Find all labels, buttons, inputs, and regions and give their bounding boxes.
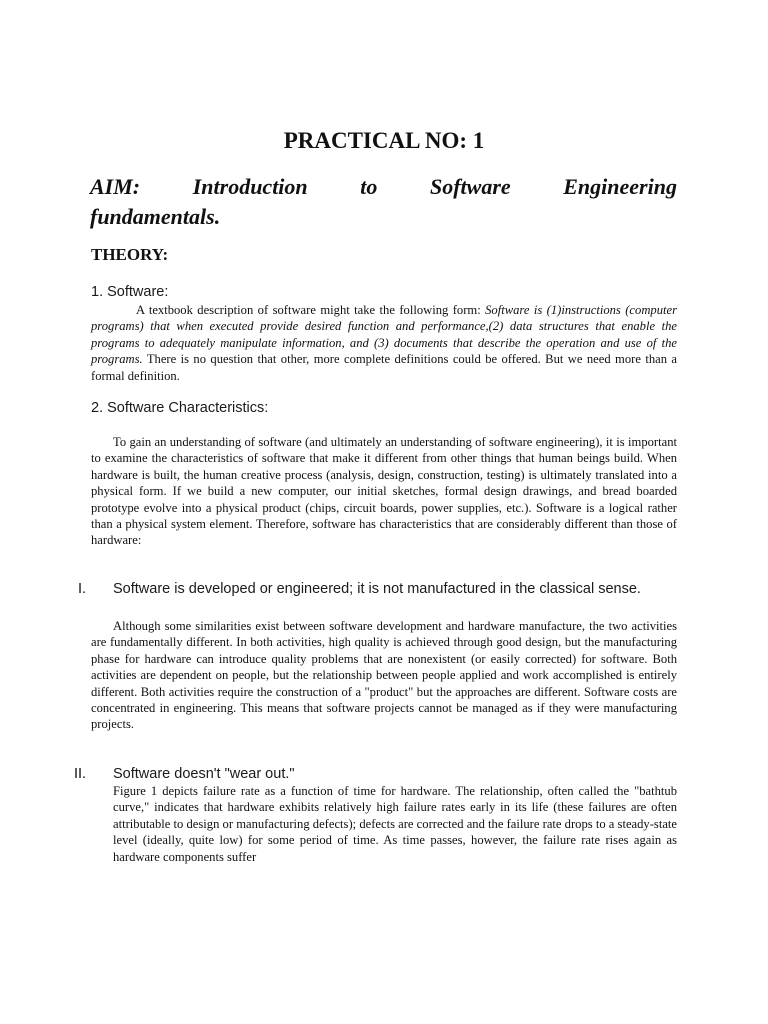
aim-word: Engineering	[563, 174, 677, 199]
aim-line-1	[90, 172, 677, 202]
aim-word: AIM:	[90, 174, 141, 199]
aim-word: Introduction	[192, 174, 308, 199]
theory-heading: THEORY:	[91, 245, 169, 264]
aim-word: Software	[429, 174, 511, 199]
section-text-software	[91, 302, 677, 384]
aim-word: to	[360, 174, 378, 199]
list-item-text: Figure 1 depicts failure rate as a function of time for hardware. The relationship, often called the "bathtub curve," indicates that hardware exhibits relatively high failure rates early in its life (these failures are often attributable to design or manufacturing defects); defects are corrected and the failure rate drops to a steady-state level (ideally, quite low) for some period of time. As time passes, however, the failure rate rises again as hardware components suffer	[113, 784, 677, 864]
section-text-characteristics: To gain an understanding of software (and ultimately an understanding of software engineering), it is important to examine the characteristics of software that make it different from other things that human beings build. When hardware is built, the human creative process (analysis, design, construction, testing) is ultimately translated into a physical form. If we build a new computer, our initial sketches, formal design drawings, and bread boarded prototype evolve into a physical product (chips, circuit boards, power supplies, etc.). Software is a logical rather than a physical system element. Therefore, software has characteristics that are considerably different than those of hardware:	[91, 435, 677, 548]
aim-line-2: fundamentals.	[90, 204, 221, 229]
page-title: PRACTICAL NO: 1	[283, 128, 485, 153]
section-text-italic: Software is (1)instructions (computer programs) that when executed provide desired function and performance,(2) data structures that enable the programs to adequately manipulate information, and (3) documents that describe the operation and use of the programs.	[91, 303, 677, 367]
aim-statement	[90, 172, 677, 232]
section-text-plain: There is no question that other, more complete definitions could be offered. But we need more than a formal definition.	[91, 352, 677, 383]
section-text-plain: A textbook description of software might take the following form:	[136, 303, 486, 317]
section-heading-software: 1. Software:	[91, 284, 169, 300]
section-heading-characteristics: 2. Software Characteristics:	[91, 400, 269, 416]
list-item-number: II.	[74, 766, 87, 782]
list-item-number: I.	[78, 581, 87, 597]
list-item-heading: Software doesn't "wear out."	[113, 766, 295, 782]
list-item-text: Although some similarities exist between software development and hardware manufacture, the two activities are fundamentally different. In both activities, high quality is achieved through good design, but the manufacturing phase for hardware can introduce quality problems that are nonexistent (or easily corrected) for software. Both activities are dependent on people, but the relationship between people applied and work accomplished is entirely different. Both activities require the construction of a "product" but the approaches are different. Software costs are concentrated in engineering. This means that software projects cannot be managed as if they were manufacturing projects.	[91, 619, 677, 732]
list-item-heading: Software is developed or engineered; it is not manufactured in the classical sense.	[113, 581, 641, 597]
